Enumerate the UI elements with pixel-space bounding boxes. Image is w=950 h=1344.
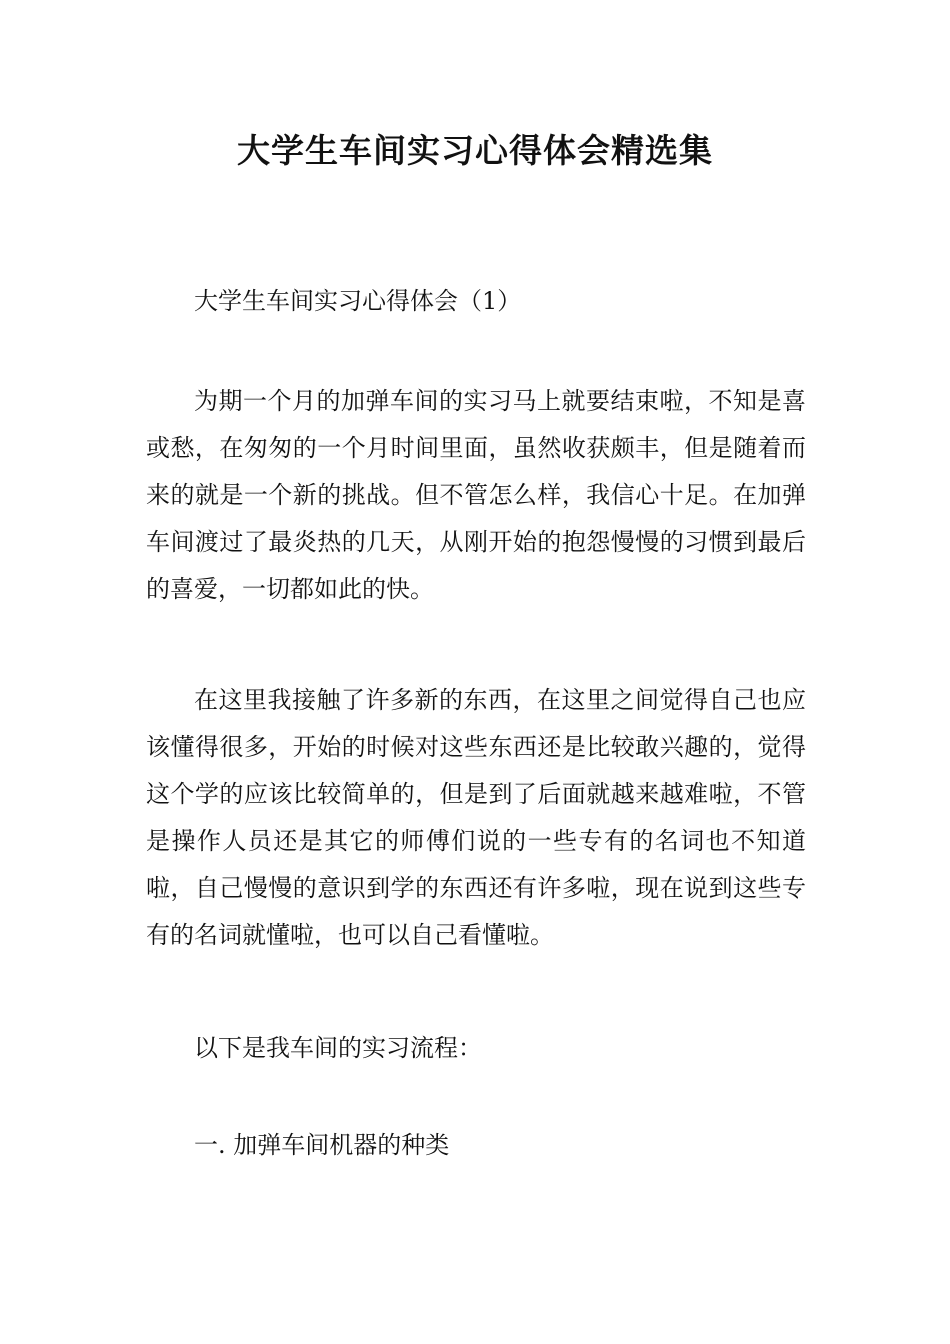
subsection-heading: 一. 加弹车间机器的种类 bbox=[194, 1131, 450, 1159]
paragraph-1: 为期一个月的加弹车间的实习马上就要结束啦，不知是喜或愁，在匆匆的一个月时间里面，虽然收获颇丰，但是随着而来的就是一个新的挑战。但不管怎么样，我信心十足。在加弹车间渡过了最炎热的几天，从刚开始的抱怨慢慢的习惯到最后的喜爱，一切都如此的快。 bbox=[146, 387, 806, 603]
document-title: 大学生车间实习心得体会精选集 bbox=[237, 131, 713, 170]
paragraph-3: 以下是我车间的实习流程： bbox=[194, 1034, 482, 1062]
section-heading: 大学生车间实习心得体会（1） bbox=[194, 287, 522, 315]
paragraph-2: 在这里我接触了许多新的东西，在这里之间觉得自己也应该懂得很多，开始的时候对这些东西还是比较敢兴趣的，觉得这个学的应该比较简单的，但是到了后面就越来越难啦，不管是操作人员还是其它的师傅们说的一些专有的名词也不知道啦，自己慢慢的意识到学的东西还有许多啦，现在说到这些专有的名词就懂啦，也可以自己看懂啦。 bbox=[146, 686, 806, 949]
